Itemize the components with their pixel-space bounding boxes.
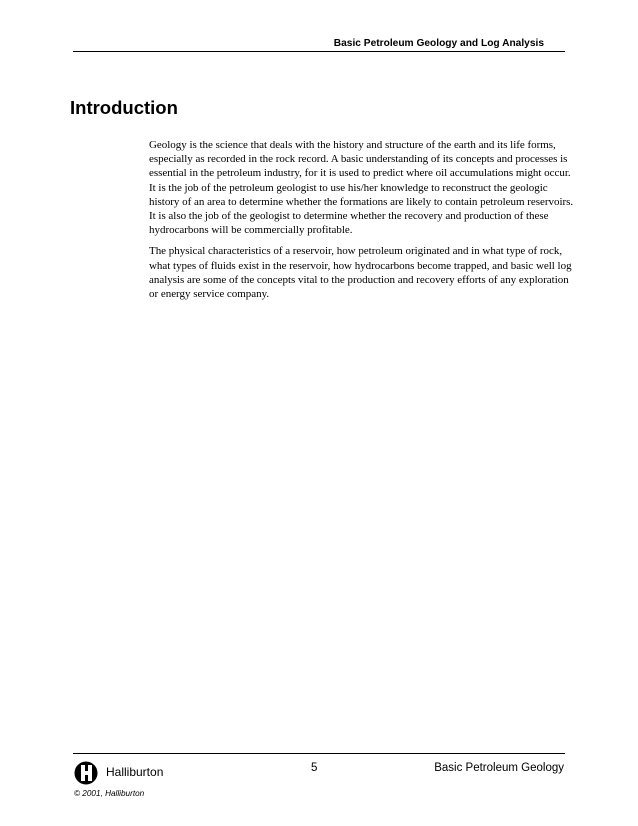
- footer-company-name: Halliburton: [106, 765, 164, 779]
- footer-rule: [73, 753, 565, 754]
- page-number: 5: [311, 762, 318, 774]
- header-rule: [73, 51, 565, 52]
- paragraph: Geology is the science that deals with the history and structure of the earth and its life forms, especially as recorded in the rock record. A basic understanding of its concepts and processes is essential in the petroleum industry, for it is used to predict where oil accumulations might occur. It is the job of the petroleum geologist to use his/her knowledge to reconstruct the geologic history of an area to determine whether the formations are likely to contain petroleum reservoirs. It is also the job of the geologist to determine whether the recovery and production of these hydrocarbons will be commercially profitable.: [149, 139, 574, 237]
- section-title: Introduction: [70, 97, 178, 118]
- paragraph: The physical characteristics of a reservoir, how petroleum originated and in what type of rock, what types of fluids exist in the reservoir, how hydrocarbons become trapped, and basic well log analysis are some of the concepts vital to the production and recovery efforts of any exploration or energy service company.: [149, 245, 572, 301]
- running-header: Basic Petroleum Geology and Log Analysis: [333, 38, 544, 49]
- halliburton-logo-icon: [74, 761, 98, 785]
- halliburton-logo-mark: [74, 761, 98, 785]
- footer-book-title: Basic Petroleum Geology: [434, 762, 564, 774]
- body-text: [149, 138, 574, 308]
- copyright-notice: © 2001, Halliburton: [74, 789, 145, 798]
